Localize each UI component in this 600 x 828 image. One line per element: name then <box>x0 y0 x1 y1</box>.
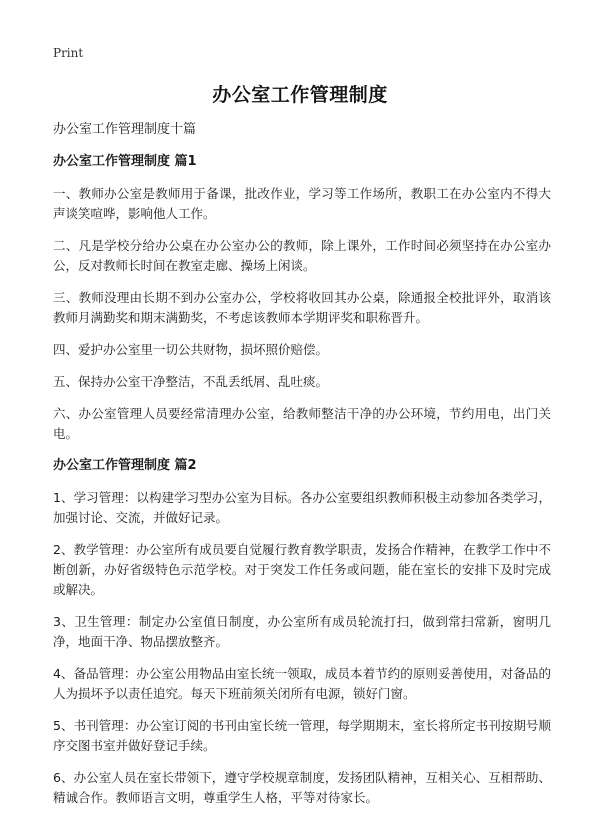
paragraph: 6、办公室人员在室长带领下，遵守学校规章制度，发扬团队精神，互相关心、互相帮助、精诚合作。教师语言文明，尊重学生人格，平等对待家长。 <box>53 770 551 805</box>
paragraph: 2、教学管理：办公室所有成员要自觉履行教育教学职责，发扬合作精神，在教学工作中不断创新，办好省级特色示范学校。对于突发工作任务或问题，能在室长的安排下及时完成或解决。 <box>53 542 551 597</box>
section-heading-2: 办公室工作管理制度 篇2 <box>53 458 197 473</box>
paragraph: 一、教师办公室是教师用于备课，批改作业，学习等工作场所，教职工在办公室内不得大声谈笑喧哗，影响他人工作。 <box>53 186 551 221</box>
paragraph: 三、教师没理由长期不到办公室办公，学校将收回其办公桌，除通报全校批评外，取消该教师月满勤奖和期末满勤奖，不考虑该教师本学期评奖和职称晋升。 <box>53 290 551 325</box>
section-heading-1: 办公室工作管理制度 篇1 <box>53 154 197 169</box>
paragraph: 4、备品管理：办公室公用物品由室长统一领取，成员本着节约的原则妥善使用，对备品的人为损坏予以责任追究。每天下班前须关闭所有电源，锁好门窗。 <box>53 666 551 701</box>
paragraph: 1、学习管理：以构建学习型办公室为目标。各办公室要组织教师积极主动参加各类学习，加强讨论、交流，并做好记录。 <box>53 490 551 525</box>
paragraph: 二、凡是学校分给办公桌在办公室办公的教师，除上课外，工作时间必须坚持在办公室办公，反对教师长时间在教室走廊、操场上闲谈。 <box>53 238 551 273</box>
paragraph: 3、卫生管理：制定办公室值日制度，办公室所有成员轮流打扫，做到常扫常新，窗明几净，地面干净、物品摆放整齐。 <box>53 614 551 649</box>
paragraph: 五、保持办公室干净整洁，不乱丢纸屑、乱吐痰。 <box>53 374 329 389</box>
paragraph: 六、办公室管理人员要经常清理办公室，给教师整洁干净的办公环境，节约用电，出门关电。 <box>53 406 551 441</box>
paragraph: 四、爱护办公室里一切公共财物，损坏照价赔偿。 <box>53 342 329 357</box>
paragraph: 5、书刊管理：办公室订阅的书刊由室长统一管理，每学期期末，室长将所定书刊按期号顺序交图书室并做好登记手续。 <box>53 718 551 753</box>
print-label[interactable]: Print <box>53 46 84 60</box>
document-body <box>53 120 551 820</box>
document-subtitle: 办公室工作管理制度十篇 <box>53 122 197 137</box>
page-title: 办公室工作管理制度 <box>212 84 388 106</box>
